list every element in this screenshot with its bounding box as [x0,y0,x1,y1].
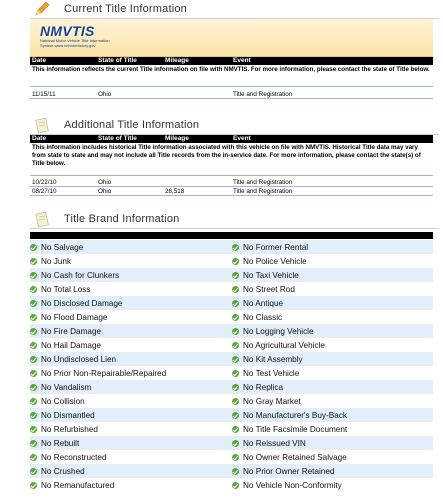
list-item [30,352,433,366]
col-event: Event [233,57,251,64]
list-item [30,324,433,338]
brand-label: No Former Rental [243,242,309,252]
notepad-icon [33,116,51,134]
brand-label: No Manufacturer's Buy-Back [243,410,347,420]
brand-label: No Dismantled [41,410,95,420]
title-brand-header [0,210,443,232]
brand-label: No Replica [243,382,284,392]
brand-item [30,268,119,282]
brand-label: No Kit Assembly [243,354,303,364]
brand-label: No Fire Damage [41,326,102,336]
brand-label: No Rebuilt [41,438,80,448]
check-icon [30,244,37,251]
brand-label: No Total Loss [41,284,91,294]
brand-item [30,366,166,380]
list-item [30,240,433,254]
check-icon [232,384,239,391]
brand-label: No Vandalism [41,382,92,392]
brand-label: No Disclosed Damage [41,298,123,308]
col-state: State of Title [98,57,137,64]
current-title-info: This information reflects the current Title information on file with NMVTIS. For more information, please contact the state of Title below. [32,66,430,73]
check-icon [30,328,37,335]
brand-label: No Remanufactured [41,480,115,490]
brand-item [30,240,83,254]
list-item [30,366,433,380]
check-icon [30,258,37,265]
list-item [30,394,433,408]
check-icon [30,342,37,349]
brand-item [232,366,299,380]
check-icon [30,272,37,279]
brand-item [232,478,342,492]
list-item [30,450,433,464]
brand-label: No Hail Damage [41,340,102,350]
brand-item [232,296,283,310]
table-row: 11/15/11 Ohio Title and Registration [30,90,433,99]
brand-label: No Prior Owner Retained [243,466,335,476]
check-icon [30,370,37,377]
list-item [30,268,433,282]
brand-item [232,436,306,450]
brand-label: No Reconstructed [41,452,107,462]
additional-title-heading: Additional Title Information [64,119,200,131]
check-icon [232,356,239,363]
check-icon [30,482,37,489]
check-icon [232,300,239,307]
check-icon [232,272,239,279]
check-icon [232,244,239,251]
brand-item [30,394,85,408]
brand-item [30,450,107,464]
brand-item [30,352,116,366]
brand-item [30,408,95,422]
current-title-table-header [30,57,433,65]
brand-item [232,324,314,338]
table-row: 10/22/10 Ohio Title and Registration [30,178,433,187]
list-item [30,282,433,296]
table-row: 08/27/10 Ohio 26,518 Title and Registration [30,187,433,196]
additional-title-info: This information includes historical Title information associated with this vehicle on file with NMVTIS. Historical Title data may vary from state to state and may not include all Title records from the in-service date. For more information, please contact the state(s) of Title below. [32,144,421,167]
brand-label: No Prior Non-Repairable/Repaired [41,368,167,378]
brand-label: No Undisclosed Lien [41,354,117,364]
check-icon [30,454,37,461]
list-item [30,296,433,310]
check-icon [30,468,37,475]
list-item [30,380,433,394]
brand-item [30,478,114,492]
brand-item [232,352,303,366]
check-icon [232,370,239,377]
notepad-icon [33,210,51,228]
nmvtis-logo: NMVTIS National Motor Vehicle Title Information System www.vehiclehistory.gov [40,23,110,48]
brand-label: No Flood Damage [41,312,108,322]
check-icon [232,440,239,447]
check-icon [232,258,239,265]
title-brand-heading: Title Brand Information [64,213,180,225]
check-icon [232,328,239,335]
brand-label: No Taxi Vehicle [243,270,299,280]
check-icon [232,412,239,419]
brand-item [30,254,71,268]
check-icon [30,356,37,363]
check-icon [30,286,37,293]
brand-label: No Owner Retained Salvage [243,452,347,462]
check-icon [232,468,239,475]
list-item [30,422,433,436]
brand-label: No Refurbished [41,424,98,434]
brand-item [30,310,107,324]
current-title-heading: Current Title Information [64,3,187,15]
brand-label: No Collision [41,396,85,406]
brand-item [232,380,283,394]
check-icon [232,454,239,461]
brand-item [30,296,122,310]
brand-label: No Junk [41,256,72,266]
col-date: Date [32,57,47,64]
brand-label: No Salvage [41,242,84,252]
check-icon [30,384,37,391]
brand-label: No Street Rod [243,284,295,294]
list-item [30,310,433,324]
brand-item [232,338,325,352]
pencil-icon [33,0,51,18]
brand-item [30,422,98,436]
brand-item [232,282,295,296]
brand-item [30,436,79,450]
brand-item [232,394,301,408]
list-item [30,338,433,352]
list-item [30,254,433,268]
brand-label: No Gray Market [243,396,301,406]
check-icon [232,426,239,433]
brand-item [30,338,101,352]
check-icon [232,482,239,489]
brand-label: No Classic [243,312,283,322]
check-icon [232,286,239,293]
check-icon [232,314,239,321]
check-icon [30,300,37,307]
col-mileage: Mileage [165,57,189,64]
check-icon [30,440,37,447]
brand-item [30,282,90,296]
check-icon [30,412,37,419]
brand-item [232,310,282,324]
brand-label: No Antique [243,298,284,308]
list-item [30,408,433,422]
brand-label: No Logging Vehicle [243,326,314,336]
nmvtis-banner [30,19,433,57]
brand-label: No Title Facsimile Document [243,424,348,434]
list-item [30,478,433,492]
brand-label: No Agricultural Vehicle [243,340,325,350]
check-icon [30,398,37,405]
brand-item [232,268,299,282]
brand-item [232,450,347,464]
brand-item [30,380,91,394]
brand-item [232,464,334,478]
check-icon [30,426,37,433]
brand-item [30,324,101,338]
brand-item [232,422,347,436]
additional-title-table-header: Date State of Title Mileage Event [30,135,433,143]
check-icon [30,314,37,321]
brand-item [232,408,347,422]
brand-item [232,254,307,268]
brand-item [30,464,85,478]
brand-item [232,240,308,254]
check-icon [232,398,239,405]
brand-label: No Vehicle Non-Conformity [243,480,342,490]
check-icon [232,342,239,349]
brand-label: No Police Vehicle [243,256,307,266]
list-item [30,436,433,450]
brand-label: No Crushed [41,466,85,476]
list-item [30,464,433,478]
brand-label: No Test Vehicle [243,368,300,378]
brand-label: No Reissued VIN [243,438,306,448]
title-brand-bar [30,232,433,239]
brand-label: No Cash for Clunkers [41,270,120,280]
